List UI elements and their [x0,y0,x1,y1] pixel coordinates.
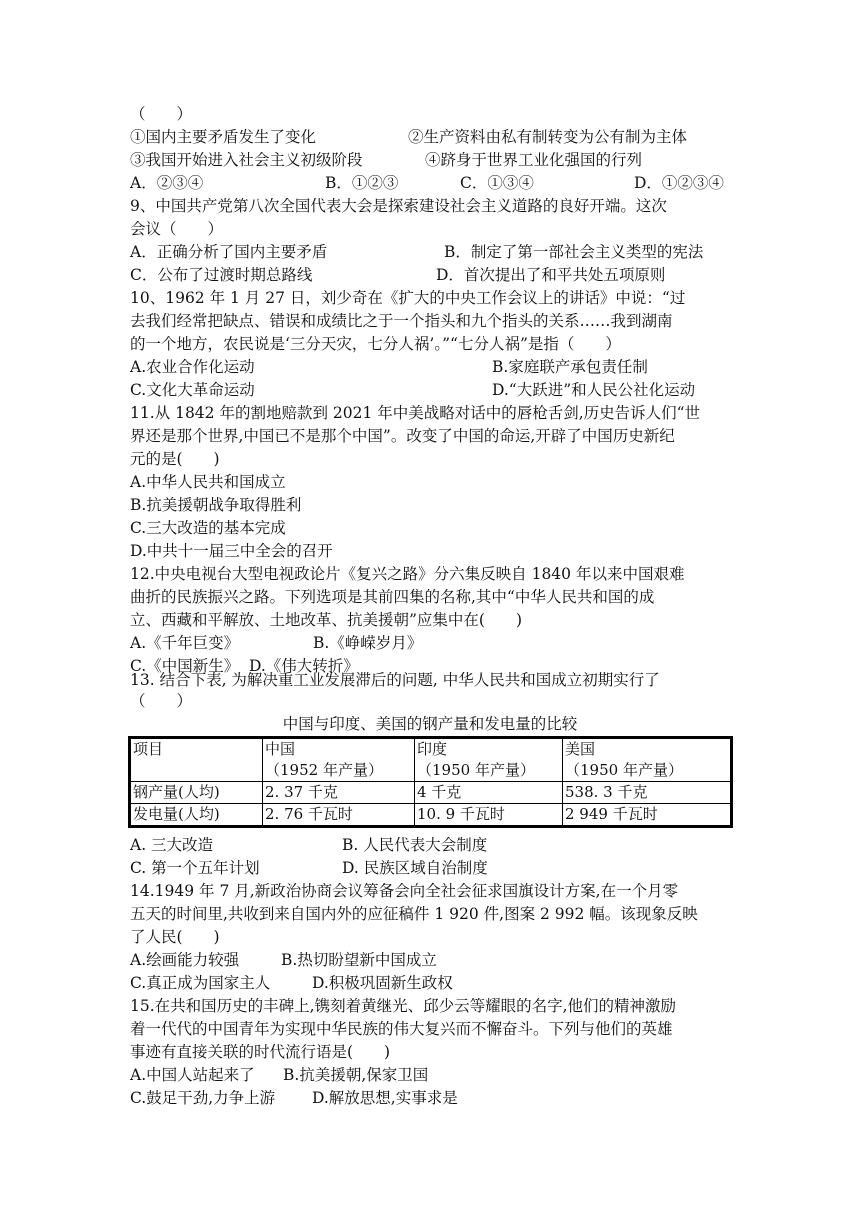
q15-stem-line-2: 着一代代的中国青年为实现中华民族的伟大复兴而不懈奋斗。下列与他们的英雄 [130,1020,673,1038]
q10-stem-line-1: 10、1962 年 1 月 27 日，刘少奇在《扩大的中央工作会议上的讲话》中说：“过 [130,289,686,307]
q9-option-b[interactable]: B．制定了第一部社会主义类型的宪法 [444,243,704,261]
table-cell: 2. 76 千瓦时 [263,804,415,827]
q9-stem-line-2: 会议（ ） [130,220,224,238]
table-cell: 10. 9 千瓦时 [415,804,563,827]
q15-stem-line-1: 15.在共和国历史的丰碑上,镌刻着黄继光、邱少云等耀眼的名字,他们的精神激励 [130,997,677,1015]
table-cell: 发电量(人均) [130,804,263,827]
q11-option-a[interactable]: A.中华人民共和国成立 [130,473,286,491]
q10-option-a[interactable]: A.农业合作化运动 [130,358,255,376]
table-cell: 4 千克 [415,782,563,804]
table-header-cell: 美国 （1950 年产量） [563,738,732,782]
q11-option-d[interactable]: D.中共十一届三中全会的召开 [130,542,333,560]
q13-option-d[interactable]: D. 民族区域自治制度 [342,859,488,877]
q11-stem-line-3: 元的是( ) [130,450,220,468]
q8-option-c[interactable]: C．①③④ [460,174,534,192]
q14-stem-line-2: 五天的时间里,共收到来自国内外的应征稿件 1 920 件,图案 2 992 幅。该现象反映 [130,905,698,923]
q8-statement-2: ②生产资料由私有制转变为公有制为主体 [408,128,688,146]
q8-option-a[interactable]: A．②③④ [130,174,204,192]
table-row [130,782,732,804]
q15-option-a[interactable]: A.中国人站起来了 [130,1066,255,1084]
comparison-table [128,736,733,828]
table-header-cell: 印度 （1950 年产量） [415,738,563,782]
q14-stem-line-1: 14.1949 年 7 月,新政治协商会议筹备会向全社会征求国旗设计方案,在一个月零 [130,882,679,900]
q8-option-d[interactable]: D．①②③④ [634,174,724,192]
q8-statement-3: ③我国开始进入社会主义初级阶段 [130,151,363,169]
q12-stem-line-3: 立、西藏和平解放、土地改革、抗美援朝”应集中在( ) [130,611,523,629]
q9-option-a[interactable]: A．正确分析了国内主要矛盾 [130,243,328,261]
q11-stem-line-2: 界还是那个世界,中国已不是那个中国”。改变了中国的命运,开辟了中国历史新纪 [130,427,675,445]
q10-stem-line-2: 去我们经常把缺点、错误和成绩比之于一个指头和九个指头的关系……我到湖南 [130,312,673,330]
q10-option-d[interactable]: D.“大跃进”和人民公社化运动 [492,381,696,399]
q14-option-c[interactable]: C.真正成为国家主人 [130,974,271,992]
q10-stem-line-3: 的一个地方，农民说是‘三分天灾，七分人祸’。”“七分人祸”是指（ ） [130,335,621,353]
q13-option-c[interactable]: C. 第一个五年计划 [130,859,260,877]
table-header-cell: 中国 （1952 年产量） [263,738,415,782]
q15-option-b[interactable]: B.抗美援朝,保家卫国 [283,1066,429,1084]
q13-option-a[interactable]: A. 三大改造 [130,836,214,854]
q8-stem-end: （ ） [130,105,193,123]
q8-option-b[interactable]: B．①②③ [325,174,399,192]
q8-statement-1: ①国内主要矛盾发生了变化 [130,128,317,146]
table-cell: 2 949 千瓦时 [563,804,732,827]
q14-stem-line-3: 了人民( ) [130,928,220,946]
q14-option-d[interactable]: D.积极巩固新生政权 [312,974,453,992]
table-caption: 中国与印度、美国的钢产量和发电量的比较 [282,715,578,733]
q12-option-a[interactable]: A.《千年巨变》 [130,634,240,652]
q13-option-b[interactable]: B. 人民代表大会制度 [342,836,488,854]
q10-option-b[interactable]: B.家庭联产承包责任制 [492,358,648,376]
q12-stem-line-2: 曲折的民族振兴之路。下列选项是其前四集的名称,其中“中华人民共和国的成 [130,588,655,606]
q13-stem-line-2: （ ） [130,692,193,710]
q11-option-b[interactable]: B.抗美援朝战争取得胜利 [130,496,302,514]
q15-option-d[interactable]: D.解放思想,实事求是 [312,1089,458,1107]
table-row [130,804,732,827]
table-cell: 538. 3 千克 [563,782,732,804]
q11-stem-line-1: 11.从 1842 年的割地赔款到 2021 年中美战略对话中的唇枪舌剑,历史告诉人们“世 [130,404,701,422]
table-cell: 2. 37 千克 [263,782,415,804]
q13-stem-line-1: 13. 结合下表, 为解决重工业发展滞后的问题, 中华人民共和国成立初期实行了 [130,671,660,689]
q12-option-d[interactable]: D.《伟大转折》 [249,657,359,675]
q14-option-a[interactable]: A.绘画能力较强 [130,951,240,969]
q11-option-c[interactable]: C.三大改造的基本完成 [130,519,286,537]
q15-stem-line-3: 事迹有直接关联的时代流行语是( ) [130,1043,391,1061]
q12-option-b[interactable]: B.《峥嵘岁月》 [313,634,423,652]
table-header-cell: 项目 [130,738,263,782]
table-header-row [130,738,732,782]
q14-option-b[interactable]: B.热切盼望新中国成立 [281,951,437,969]
q9-option-c[interactable]: C．公布了过渡时期总路线 [130,266,313,284]
q9-stem-line-1: 9、中国共产党第八次全国代表大会是探索建设社会主义道路的良好开端。这次 [130,197,667,215]
q8-statement-4: ④跻身于世界工业化强国的行列 [425,151,643,169]
table-cell: 钢产量(人均) [130,782,263,804]
q15-option-c[interactable]: C.鼓足干劲,力争上游 [130,1089,276,1107]
q12-stem-line-1: 12.中央电视台大型电视政论片《复兴之路》分六集反映自 1840 年以来中国艰难 [130,565,685,583]
q9-option-d[interactable]: D．首次提出了和平共处五项原则 [436,266,666,284]
q12-option-c[interactable]: C.《中国新生》 [130,657,240,675]
q10-option-c[interactable]: C.文化大革命运动 [130,381,255,399]
